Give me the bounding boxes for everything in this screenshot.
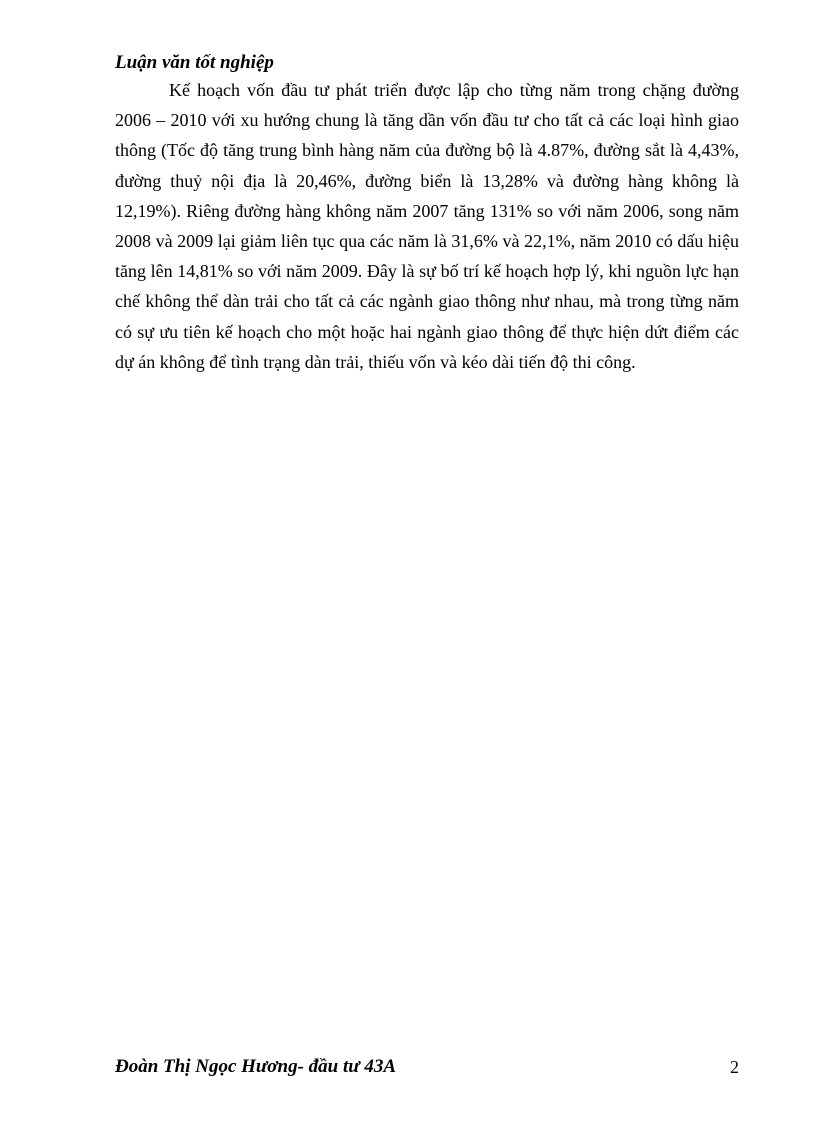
page-header: Luận văn tốt nghiệp: [115, 52, 274, 73]
footer-author: Đoàn Thị Ngọc Hương- đầu tư 43A: [115, 1056, 397, 1077]
page-footer: [115, 1055, 739, 1081]
body-paragraph: Kế hoạch vốn đầu tư phát triển được lập cho từng năm trong chặng đường 2006 – 2010 với xu hướng chung là tăng dần vốn đầu tư cho tất cả các loại hình giao thông (Tốc độ tăng trung bình hàng năm của đường bộ là 4.87%, đường sắt là 4,43%, đường thuỷ nội địa là 20,46%, đường biển là 13,28% và đường hàng không là 12,19%). Riêng đường hàng không năm 2007 tăng 131% so với năm 2006, song năm 2008 và 2009 lại giảm liên tục qua các năm là 31,6% và 22,1%, năm 2010 có dấu hiệu tăng lên 14,81% so với năm 2009. Đây là sự bố trí kế hoạch hợp lý, khi nguồn lực hạn chế không thể dàn trải cho tất cả các ngành giao thông như nhau, mà trong từng năm có sự ưu tiên kế hoạch cho một hoặc hai ngành giao thông để thực hiện dứt điểm các dự án không để tình trạng dàn trải, thiếu vốn và kéo dài tiến độ thi công.: [115, 80, 739, 372]
page-number: 2: [730, 1057, 739, 1077]
